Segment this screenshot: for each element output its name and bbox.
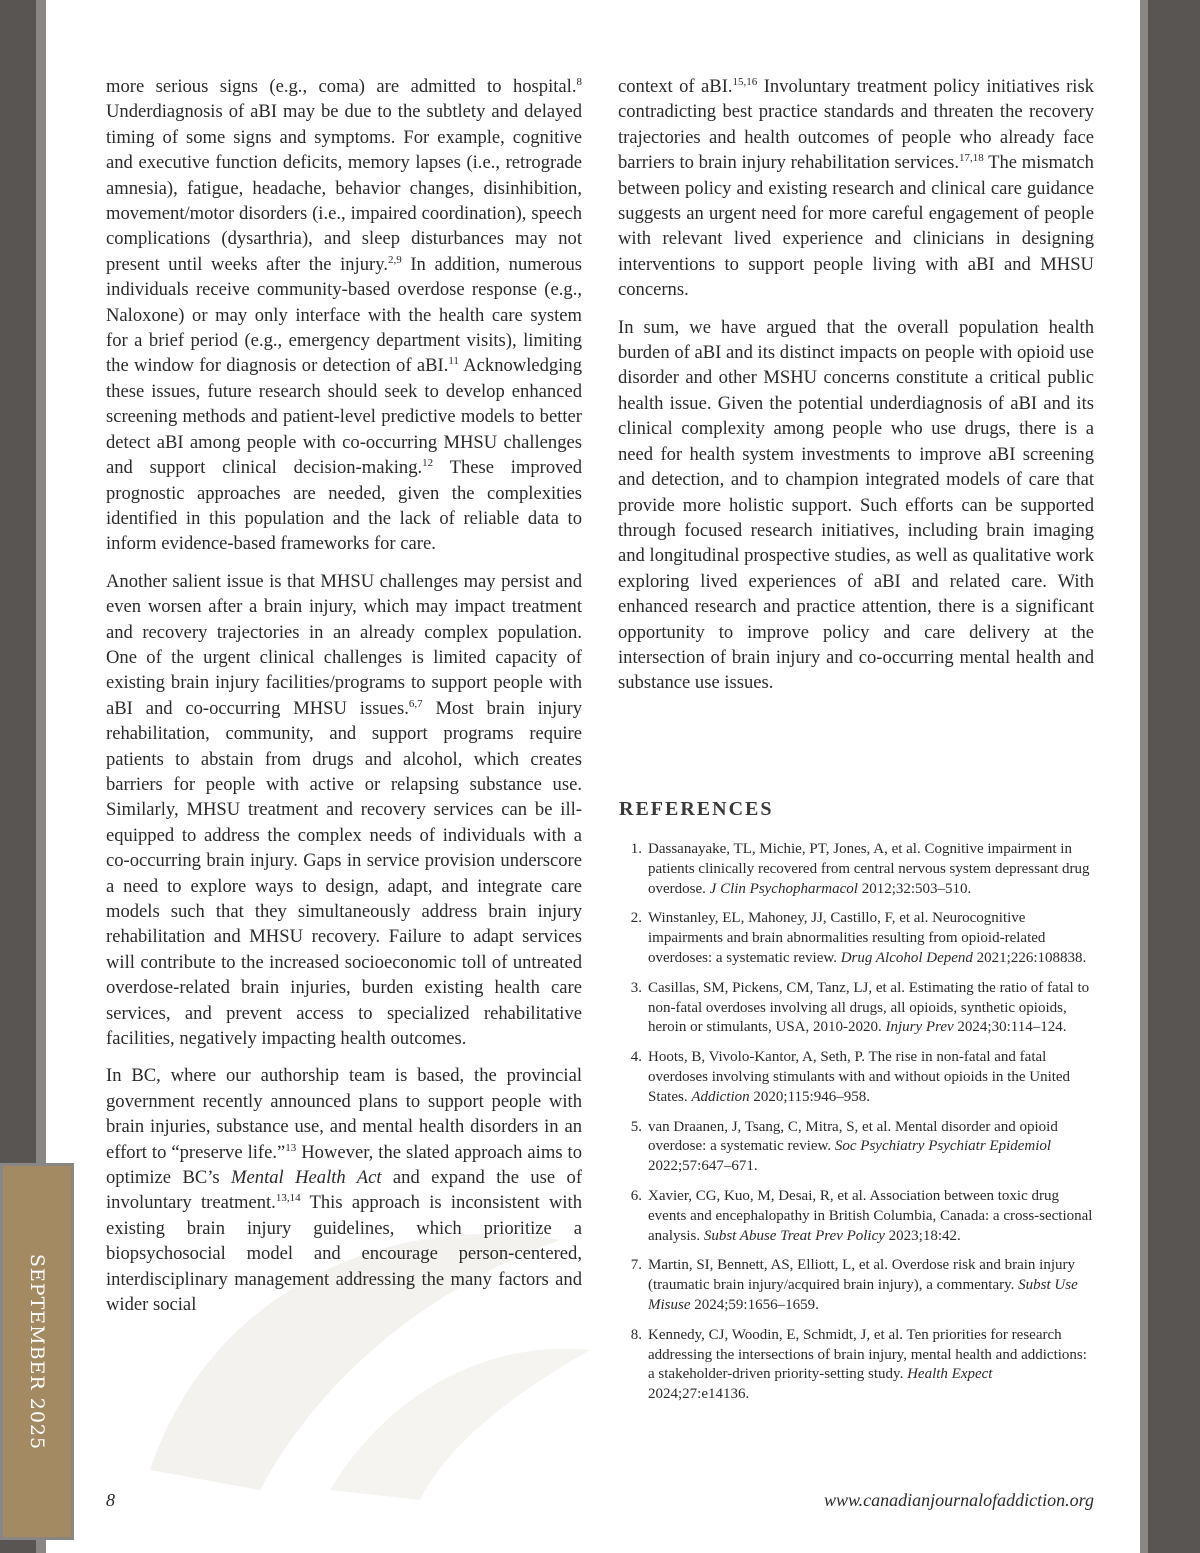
paragraph xyxy=(618,315,1094,696)
reference-citation: 2023;18:42. xyxy=(884,1227,961,1244)
text-run: These improved prognostic approaches are needed, given the complexities identified in this population and the lack of reliable data to inform evidence-based frameworks for care. xyxy=(106,457,582,555)
text-run: This approach is inconsistent with existing brain injury guidelines, which prioritize a biopsychosocial model and encourage person-centered, interdisciplinary management addressing the many factors and wider social xyxy=(106,1192,583,1316)
reference-text: Xavier, CG, Kuo, M, Desai, R, et al. Association between toxic drug events and encephalopathy in British Columbia, Canada: a cross-sectional analysis. xyxy=(648,1187,1093,1244)
reference-item xyxy=(622,909,1094,968)
page-number: 8 xyxy=(106,1490,115,1510)
paragraph xyxy=(106,1063,582,1317)
reference-text: Casillas, SM, Pickens, CM, Tanz, LJ, et al. Estimating the ratio of fatal to non-fatal overdoses involving all drugs, all opioids, synthetic opioids, heroin or stimulants, USA, 2010-2020. xyxy=(648,979,1090,1036)
text-run: Acknowledging these issues, future research should seek to develop enhanced screening methods and patient-level predictive models to better detect aBI among people with co-occurring MHSU challenges and support clinical decision-making. xyxy=(106,355,582,479)
citation-superscript: 6,7 xyxy=(408,697,423,710)
reference-number: 7. xyxy=(630,1257,642,1274)
text-run: Another salient issue is that MHSU challenges may persist and even worsen after a brain injury, which may impact treatment and recovery trajectories in an already complex population. One of the urgent clinical challenges is limited capacity of existing brain injury facilities/programs to support people with aBI and co-occurring MHSU issues. xyxy=(106,570,582,719)
left-text-column xyxy=(106,74,582,1330)
reference-citation: 2024;27:e14136. xyxy=(648,1386,750,1403)
text-run: Involuntary treatment policy initiatives risk contradicting best practice standards and threaten the recovery trajectories and health outcomes of people who already face barriers to brain injury rehabilitation services. xyxy=(618,76,1094,174)
references-list xyxy=(622,840,1094,1415)
right-frame-bar xyxy=(1148,0,1200,1553)
reference-number: 3. xyxy=(630,979,642,996)
reference-number: 8. xyxy=(630,1326,642,1343)
text-run: However, the slated approach aims to optimize BC’s xyxy=(106,1141,582,1189)
citation-superscript: 13 xyxy=(285,1141,297,1154)
reference-item xyxy=(622,1326,1094,1405)
text-run: Most brain injury rehabilitation, community, and support programs require patients to abstain from drugs and alcohol, which creates barriers for people with active or relapsing substance use. Similarly, MHSU treatment and recovery services can be ill-equipped to address the complex needs of individuals with a co-occurring brain injury. Gaps in service provision underscore a need to explore ways to design, adapt, and integrate care models such that they simultaneously address brain injury rehabilitation and MHSU recovery. Failure to adapt services will contribute to the increased socioeconomic toll of untreated overdose-related brain injuries, burden existing health care services, and prevent access to specialized rehabilitative facilities, negatively impacting health outcomes. xyxy=(106,697,582,1050)
citation-superscript: 13,14 xyxy=(275,1192,301,1205)
italic-text: Mental Health Act xyxy=(231,1167,382,1189)
reference-text: Martin, SI, Bennett, AS, Elliott, L, et al. Overdose risk and brain injury (traumatic brain injury/acquired brain injury), a commentary. xyxy=(648,1257,1076,1294)
reference-item xyxy=(622,1187,1094,1246)
text-run: In addition, numerous individuals receive community-based overdose response (e.g., Naloxone) or may only interface with the health care system for a brief period (e.g., emergency department visits), limiting the window for diagnosis or detection of aBI. xyxy=(106,253,582,377)
text-run: context of aBI. xyxy=(618,76,733,97)
reference-item xyxy=(622,1048,1094,1107)
reference-text: Dassanayake, TL, Michie, PT, Jones, A, et al. Cognitive impairment in patients clinically recovered from central nervous system depressant drug overdose. xyxy=(648,841,1090,897)
reference-citation: 2022;57:647–671. xyxy=(648,1158,758,1175)
reference-item xyxy=(622,979,1094,1038)
reference-citation: 2020;115:946–958. xyxy=(749,1088,870,1105)
references-heading: REFERENCES xyxy=(619,798,774,820)
reference-item xyxy=(622,840,1094,899)
reference-item xyxy=(622,1118,1094,1177)
reference-citation: 2012;32:503–510. xyxy=(857,880,972,897)
reference-text: Hoots, B, Vivolo-Kantor, A, Seth, P. The rise in non-fatal and fatal overdoses involving stimulants with and without opioids in the United States. xyxy=(648,1049,1071,1105)
reference-journal: Soc Psychiatry Psychiatr Epidemiol xyxy=(834,1138,1052,1155)
reference-number: 6. xyxy=(630,1187,642,1204)
citation-superscript: 17,18 xyxy=(958,152,984,165)
reference-journal: Addiction xyxy=(691,1088,750,1105)
paragraph xyxy=(618,74,1094,303)
reference-number: 4. xyxy=(630,1049,642,1066)
reference-text: Winstanley, EL, Mahoney, JJ, Castillo, F, et al. Neurocognitive impairments and brain abnormalities resulting from opioid-related overdoses: a systematic review. xyxy=(648,910,1046,966)
text-run: In sum, we have argued that the overall population health burden of aBI and its distinct impacts on people with opioid use disorder and other MSHU concerns constitute a critical public health issue. Given the potential underdiagnosis of aBI and its clinical complexity among people who use drugs, there is a need for health system investments to improve aBI screening and detection, and to champion integrated models of care that provide more holistic support. Such efforts can be supported through focused research initiatives, including brain imaging and longitudinal prospective studies, as well as qualitative work exploring lived experiences of aBI and related care. With enhanced research and practice attention, there is a significant opportunity to improve policy and care delivery at the intersection of brain injury and co-occurring mental health and substance use issues. xyxy=(618,316,1094,694)
reference-journal: Subst Use Misuse xyxy=(648,1277,1078,1313)
reference-citation: 2021;226:108838. xyxy=(972,949,1087,966)
paragraph xyxy=(106,569,582,1052)
reference-item xyxy=(622,1256,1094,1315)
paragraph xyxy=(106,74,582,557)
reference-journal: Drug Alcohol Depend xyxy=(840,949,973,966)
journal-url-link[interactable]: www.canadianjournalofaddiction.org xyxy=(823,1490,1094,1510)
issue-date-label: SEPTEMBER 2025 xyxy=(26,1253,48,1451)
text-run: In BC, where our authorship team is based, the provincial government recently announced plans to support people with brain injuries, substance use, and mental health disorders in an effort to “preserve life.” xyxy=(106,1065,582,1163)
right-frame-accent xyxy=(1140,0,1148,1553)
reference-text: Kennedy, CJ, Woodin, E, Schmidt, J, et al. Ten priorities for research addressing the intersections of brain injury, mental health and addictions: a stakeholder-driven priority-setting study. xyxy=(648,1326,1087,1383)
text-run: Underdiagnosis of aBI may be due to the subtlety and delayed timing of some signs and symptoms. For example, cognitive and executive function deficits, memory lapses (i.e., retrograde amnesia), fatigue, headache, behavior changes, disinhibition, movement/motor disorders (i.e., impaired coordination), speech complications (dysarthria), and sleep disturbances may not present until weeks after the injury. xyxy=(106,101,582,275)
reference-number: 5. xyxy=(630,1118,642,1135)
reference-journal: J Clin Psychopharmacol xyxy=(709,880,858,897)
citation-superscript: 12 xyxy=(422,456,434,469)
citation-superscript: 15,16 xyxy=(732,75,758,88)
text-run: and expand the use of involuntary treatment. xyxy=(106,1167,583,1214)
citation-superscript: 2,9 xyxy=(387,253,402,266)
reference-number: 2. xyxy=(630,910,642,927)
reference-citation: 2024;59:1656–1659. xyxy=(690,1296,819,1313)
reference-text: van Draanen, J, Tsang, C, Mitra, S, et al. Mental disorder and opioid overdose: a systematic review. xyxy=(648,1118,1058,1155)
reference-journal: Injury Prev xyxy=(885,1019,954,1036)
citation-superscript: 8 xyxy=(576,75,582,88)
citation-superscript: 11 xyxy=(448,355,459,368)
reference-citation: 2024;30:114–124. xyxy=(953,1019,1067,1036)
text-run: more serious signs (e.g., coma) are admitted to hospital. xyxy=(106,76,577,97)
reference-journal: Health Expect xyxy=(907,1366,993,1383)
right-text-column xyxy=(618,74,1094,708)
text-run: The mismatch between policy and existing research and clinical care guidance suggests an urgent need for more careful engagement of people with relevant lived experience and clinicians in designing interventions to support people living with aBI and MHSU concerns. xyxy=(618,152,1094,301)
reference-journal: Subst Abuse Treat Prev Policy xyxy=(703,1227,885,1244)
reference-number: 1. xyxy=(630,841,642,857)
